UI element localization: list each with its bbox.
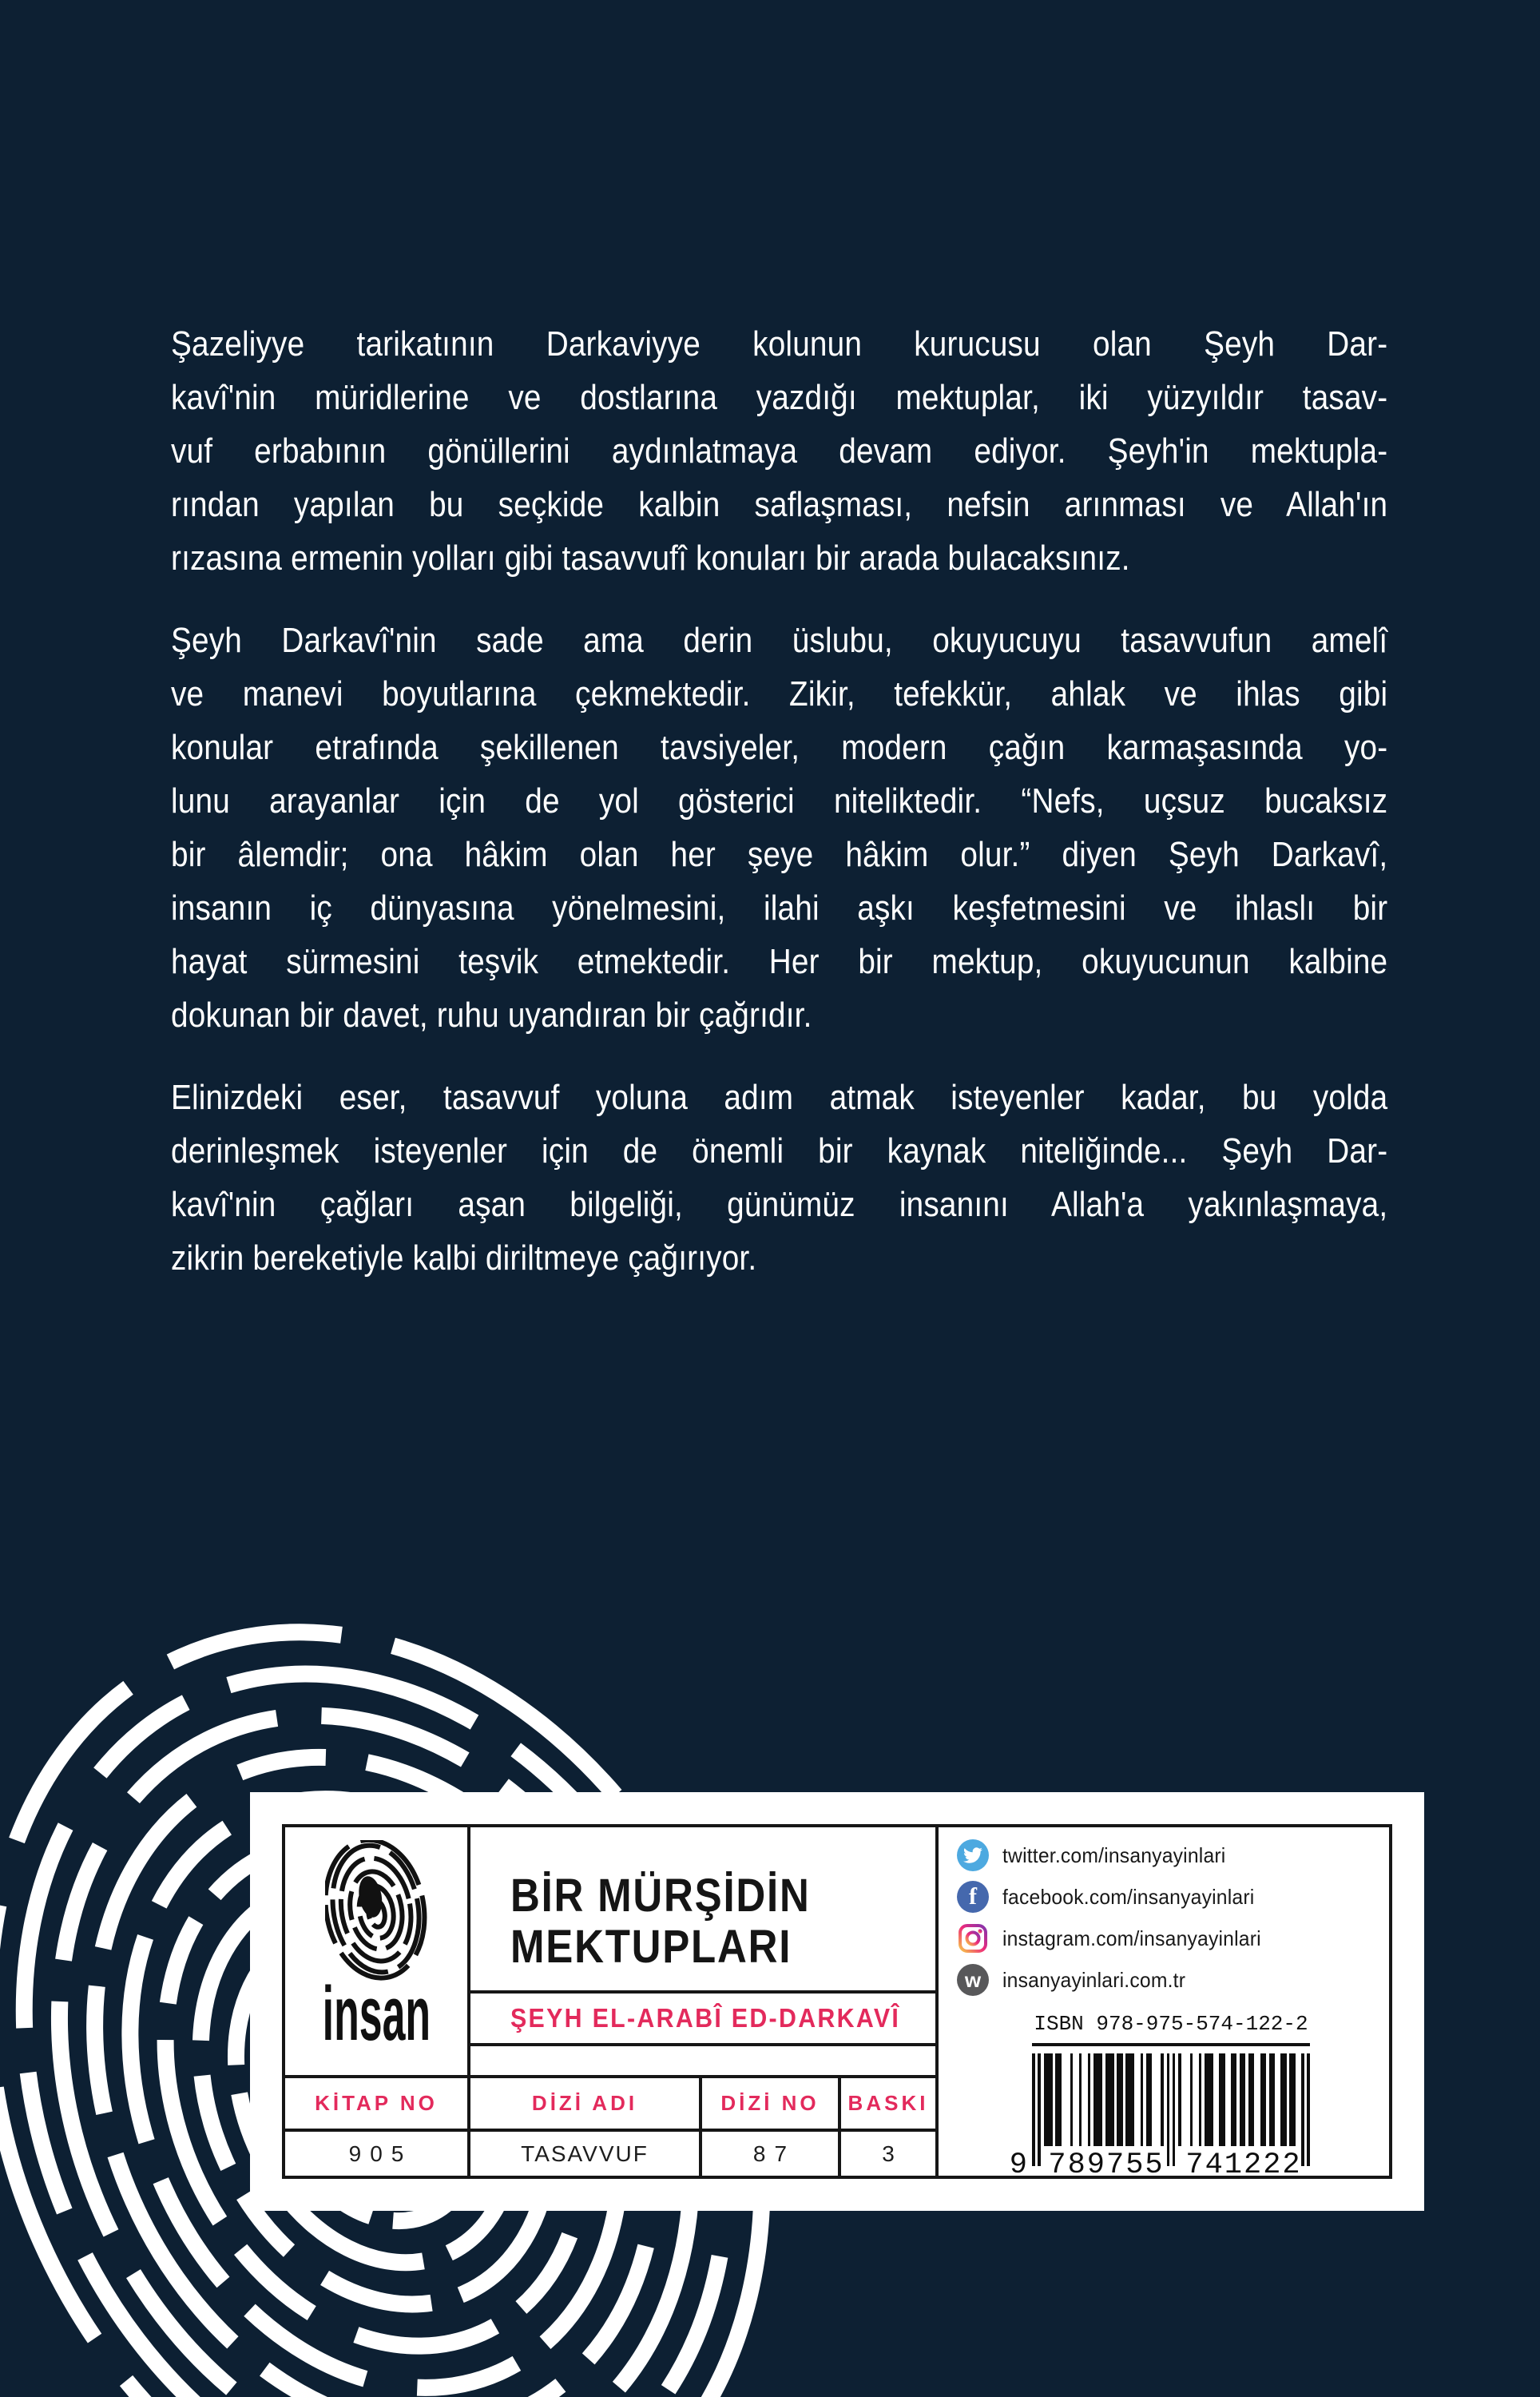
barcode-bar [1248,2053,1254,2146]
isbn-rule [1032,2043,1310,2046]
barcode-bar [1269,2053,1275,2146]
twitter-icon [957,1839,989,1871]
author-name: ŞEYH EL-ARABÎ ED-DARKAVÎ [510,2003,901,2033]
blurb-line: ve manevi boyutlarına çekmektedir. Zikir, tefekkür, ahlak ve ihlas gibi [171,674,1388,714]
blurb-line: lunu arayanlar için de yol gösterici niteliktedir. “Nefs, uçsuz bucaksız [171,781,1388,821]
publisher-info-box [250,1792,1424,2211]
barcode-digits [1009,2149,1310,2182]
publisher-fingerprint-icon [325,1840,427,1982]
blurb-line: insanın iç dünyasına yönelmesini, ilahi aşkı keşfetmesini ve ihlaslı bir [171,888,1388,928]
blurb-line: Şazeliyye tarikatının Darkaviyye kolunun kurucusu olan Şeyh Dar- [171,324,1388,364]
divider [467,2043,939,2046]
blurb-line: kavî'nin müridlerine ve dostlarına yazdığı mektuplar, iki yüzyıldır tasav- [171,378,1388,417]
publisher-logo-text: insan [322,1971,431,2057]
book-title-line2: MEKTUPLARI [510,1921,792,1973]
publisher-logo [285,1827,467,2075]
blurb-line: derinleşmek isteyenler için de önemli bir kaynak niteliğinde... Şeyh Dar- [171,1131,1388,1171]
isbn-label: ISBN 978-975-574-122-2 [1034,2012,1308,2036]
blurb-paragraph [171,614,1387,1042]
website-icon: w [957,1964,989,1996]
blurb-line: kavî'nin çağları aşan bilgeliği, günümüz insanını Allah'a yakınlaşmaya, [171,1185,1388,1224]
barcode-bar [1161,2053,1164,2146]
instagram-url: instagram.com/insanyayinlari [1002,1926,1261,1950]
barcode-bar [1199,2053,1202,2146]
table-value-kitap-no: 905 [348,2141,413,2166]
info-box-frame [282,1824,1392,2182]
barcode-bar [1240,2053,1245,2146]
barcode-bar [1146,2053,1152,2146]
barcode-digit-group: 789755 [1048,2149,1165,2182]
table-header-kitap-no: KİTAP NO [315,2091,438,2115]
blurb-line: bir âlemdir; ona hâkim olan her şeye hâkim olur.” diyen Şeyh Darkavî, [171,835,1388,874]
barcode-bar [1105,2053,1114,2146]
table-value-baski: 3 [882,2141,895,2166]
barcode-bar [1260,2053,1266,2146]
table-value-dizi-adi: TASAVVUF [521,2141,649,2166]
barcode-bar [1079,2053,1082,2146]
barcode-bar [1070,2053,1074,2146]
barcode-bar [1125,2053,1134,2146]
blurb-line: vuf erbabının gönüllerini aydınlatmaya devam ediyor. Şeyh'in mektupla- [171,431,1388,471]
barcode-bar [1117,2053,1122,2146]
blurb-paragraph [171,317,1387,585]
table-header-dizi-adi: DİZİ ADI [531,2091,638,2115]
website-url: insanyayinlari.com.tr [1002,1967,1186,1992]
blurb-line: Şeyh Darkavî'nin sade ama derin üslubu, okuyucuyu tasavvufun amelî [171,621,1388,660]
blurb-line: hayat sürmesini teşvik etmektedir. Her bir mektup, okuyucunun kalbine [171,942,1388,981]
barcode-bar [1178,2053,1181,2146]
barcode-bar [1190,2053,1193,2146]
barcode-bar [1044,2053,1053,2146]
twitter-url: twitter.com/insanyayinlari [1002,1842,1226,1867]
table-header-baski: BASKI [847,2091,929,2115]
barcode-bar [1219,2053,1224,2146]
blurb-line: rından yapılan bu seçkide kalbin saflaşması, nefsin arınması ve Allah'ın [171,485,1388,524]
barcode-bar [1088,2053,1091,2146]
barcode-bar [1231,2053,1236,2146]
barcode-bar [1205,2053,1213,2146]
blurb-paragraph [171,1071,1387,1285]
blurb-line: dokunan bir davet, ruhu uyandıran bir çağrıdır. [171,996,812,1035]
author-row [470,1994,935,2043]
social-and-isbn-section [939,1827,1389,2182]
barcode-bar [1141,2053,1144,2146]
facebook-icon: f [957,1881,989,1913]
barcode-bar [1093,2053,1102,2146]
blurb [171,317,1387,1314]
blurb-line: rızasına ermenin yolları gibi tasavvufî konuları bir arada bulacaksınız. [171,539,1130,578]
book-title [470,1827,935,1990]
facebook-url: facebook.com/insanyayinlari [1002,1884,1255,1909]
isbn-block [1009,2012,1310,2182]
instagram-icon [957,1922,989,1954]
table-header-dizi-no: DİZİ NO [720,2091,820,2115]
barcode-bar [1055,2053,1061,2146]
barcode-digit-group: 9 [1009,2149,1027,2182]
table-value-dizi-no: 87 [752,2141,796,2166]
blurb-line: zikrin bereketiyle kalbi diriltmeye çağırıyor. [171,1238,757,1278]
blurb-line: konular etrafında şekillenen tavsiyeler, modern çağın karmaşasında yo- [171,728,1388,767]
blurb-line: Elinizdeki eser, tasavvuf yoluna adım atmak isteyenler kadar, bu yolda [171,1078,1388,1117]
book-title-line1: BİR MÜRŞİDİN [510,1870,811,1922]
barcode-bar [1280,2053,1286,2146]
barcode-digit-group: 741222 [1185,2149,1302,2182]
barcode-bar [1289,2053,1295,2146]
